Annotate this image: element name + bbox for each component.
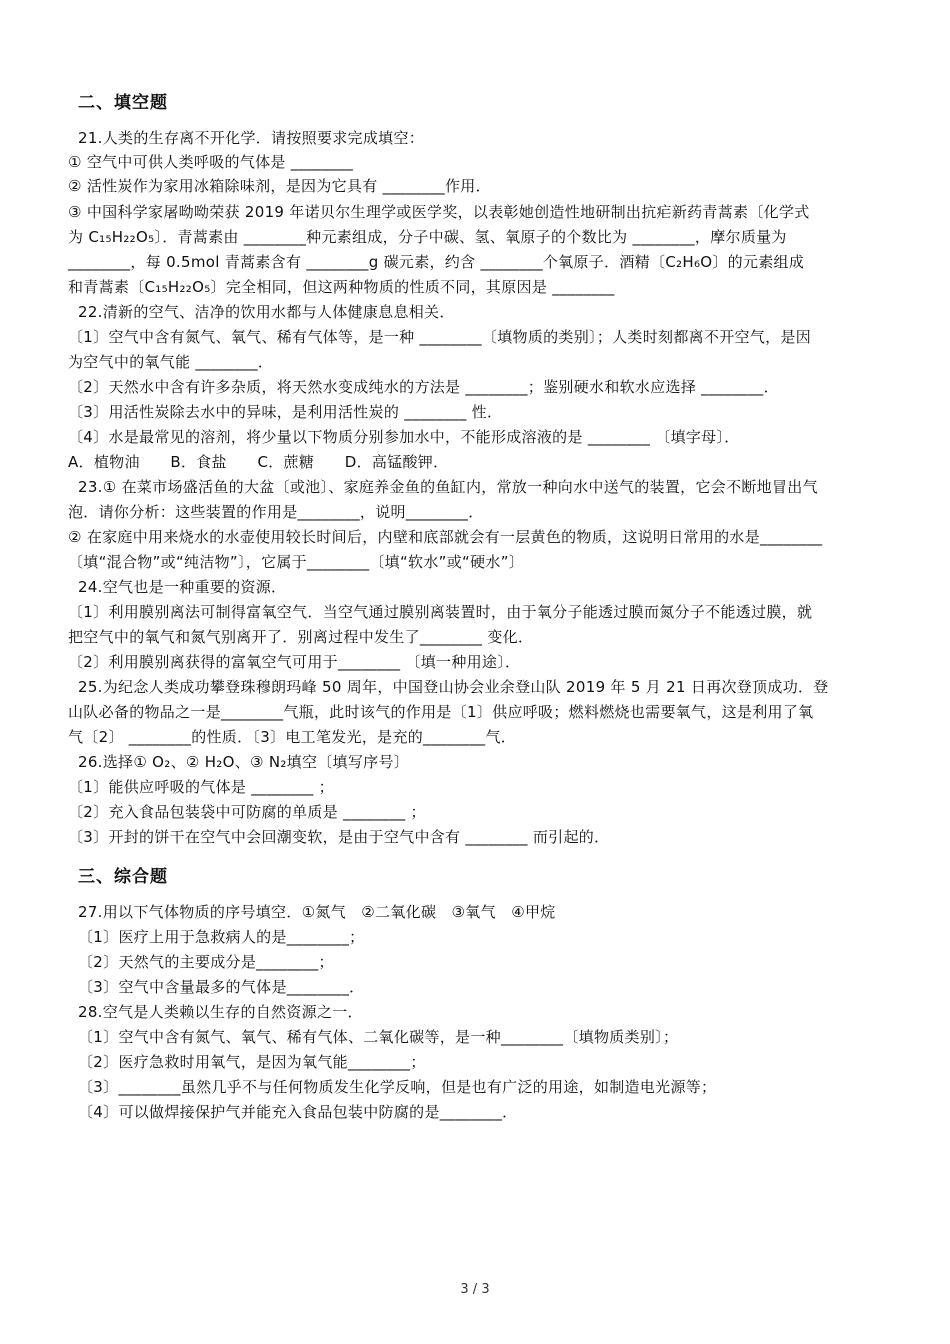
question-24-stem: 24.空气也是一种重要的资源． — [78, 578, 287, 596]
section-heading-fill-blank: 二、填空题 — [78, 93, 168, 113]
question-22-part4: 〔4〕水是最常见的溶剂，将少量以下物质分别参加水中，不能形成溶液的是 ________ 〔填字母〕． — [68, 428, 740, 446]
question-27-part1: 〔1〕医疗上用于急救病人的是________； — [78, 928, 365, 946]
question-21-part1: ① 空气中可供人类呼吸的气体是 ________ — [68, 153, 354, 171]
question-28-part4: 〔4〕可以做焊接保护气并能充入食品包装中防腐的是________． — [78, 1103, 518, 1121]
question-22-part3: 〔3〕用活性炭除去水中的异味，是利用活性炭的 ________ 性． — [68, 403, 503, 421]
question-23-part1-line2: 泡．请你分析：这些装置的作用是________，说明________． — [68, 503, 484, 521]
question-27-part3: 〔3〕空气中含量最多的气体是________． — [78, 978, 365, 996]
question-25-line3: 气〔2〕 ________的性质．〔3〕电工笔发光，是充的________气． — [68, 728, 517, 746]
question-24-part1-line1: 〔1〕利用膜别离法可制得富氧空气．当空气通过膜别离装置时，由于氧分子能透过膜而氮分子不能透过膜，就 — [68, 603, 813, 621]
question-22-part2: 〔2〕天然水中含有许多杂质，将天然水变成纯水的方法是 ________；鉴别硬水和软水应选择 ________． — [68, 378, 779, 396]
question-28-part3: 〔3〕________虽然几乎不与任何物质发生化学反响，但是也有广泛的用途，如制造电光源等； — [78, 1078, 717, 1096]
question-26-part3: 〔3〕开封的饼干在空气中会回潮变软，是由于空气中含有 ________ 而引起的． — [68, 828, 610, 846]
question-26-stem: 26.选择① O₂、② H₂O、③ N₂填空〔填写序号〕 — [78, 753, 410, 771]
question-25-line1: 25.为纪念人类成功攀登珠穆朗玛峰 50 周年，中国登山协会业余登山队 2019 年 5 月 21 日再次登顶成功．登 — [78, 678, 829, 696]
question-28-part1: 〔1〕空气中含有氮气、氧气、稀有气体、二氧化碳等，是一种________〔填物质类别〕； — [78, 1028, 679, 1046]
question-23-part2-line1: ② 在家庭中用来烧水的水壶使用较长时间后，内壁和底部就会有一层黄色的物质，这说明日常用的水是________ — [68, 528, 823, 546]
question-23-part2-line2: 〔填“混合物”或“纯洁物”〕，它属于________〔填“软水”或“硬水”〕 — [68, 553, 525, 571]
question-28-part2: 〔2〕医疗急救时用氧气，是因为氧气能________； — [78, 1053, 426, 1071]
question-27-stem: 27.用以下气体物质的序号填空．①氮气 ②二氧化碳 ③氧气 ④甲烷 — [78, 903, 556, 921]
question-22-part1-line1: 〔1〕空气中含有氮气、氧气、稀有气体等，是一种 ________〔填物质的类别〕；人类时刻都离不开空气，是因 — [68, 328, 812, 346]
page-number: 3 / 3 — [460, 1282, 490, 1297]
question-28-stem: 28.空气是人类赖以生存的自然资源之一． — [78, 1003, 363, 1021]
question-26-part1: 〔1〕能供应呼吸的气体是 ________ ； — [68, 778, 334, 796]
question-23-part1-line1: 23.① 在菜市场盛活鱼的大盆〔或池〕、家庭养金鱼的鱼缸内，常放一种向水中送气的装置，它会不断地冒出气 — [78, 478, 818, 496]
question-21-part3-line2: 为 C₁₅H₂₂O₅〕．青蒿素由 ________种元素组成，分子中碳、氢、氧原子的个数比为 ________，摩尔质量为 — [68, 228, 787, 246]
question-21-part2: ② 活性炭作为家用冰箱除味剂，是因为它具有 ________作用． — [68, 177, 491, 195]
question-21-part3-line3: ________，每 0.5mol 青蒿素含有 ________g 碳元素，约含 ________个氧原子．酒精〔C₂H₆O〕的元素组成 — [68, 253, 805, 271]
question-21-part3-line4: 和青蒿素〔C₁₅H₂₂O₅〕完全相同，但这两种物质的性质不同，其原因是 ________ — [68, 278, 615, 296]
question-25-line2: 山队必备的物品之一是________气瓶，此时该气的作用是〔1〕供应呼吸；燃料燃烧也需要氧气，这是利用了氧 — [68, 703, 814, 721]
question-22-options: A．植物油 B．食盐 C．蔗糖 D．高锰酸钾． — [68, 453, 449, 471]
question-22-stem: 22.清新的空气、洁净的饮用水都与人体健康息息相关． — [78, 303, 455, 321]
question-24-part2: 〔2〕利用膜别离获得的富氧空气可用于________ 〔填一种用途〕． — [68, 653, 521, 671]
question-21-stem: 21.人类的生存离不开化学．请按照要求完成填空： — [78, 129, 425, 147]
question-27-part2: 〔2〕天然气的主要成分是________； — [78, 953, 334, 971]
section-heading-comprehensive: 三、综合题 — [78, 867, 168, 887]
question-26-part2: 〔2〕充入食品包装袋中可防腐的单质是 ________ ； — [68, 803, 426, 821]
question-22-part1-line2: 为空气中的氧气能 ________． — [68, 353, 274, 371]
question-24-part1-line2: 把空气中的氧气和氮气别离开了．别离过程中发生了________ 变化． — [68, 628, 534, 646]
question-21-part3-line1: ③ 中国科学家屠呦呦荣获 2019 年诺贝尔生理学或医学奖，以表彰她创造性地研制出抗疟新药青蒿素〔化学式 — [68, 203, 810, 221]
